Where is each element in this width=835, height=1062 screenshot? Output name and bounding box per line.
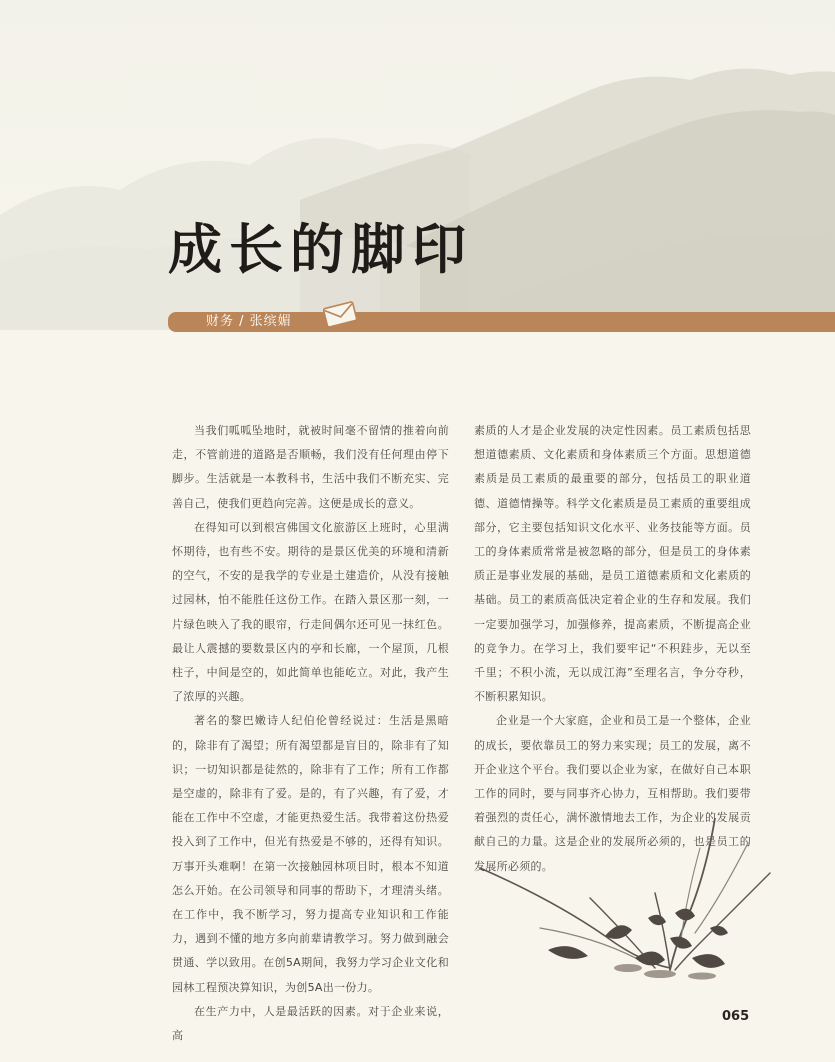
paragraph-continued: 素质的人才是企业发展的决定性因素。员工素质包括思想道德素质、文化素质和身体素质三个方面。思想道德素质是员工素质的最重要的部分，包括员工的职业道德、道德情操等。科学文化素质是员工素质的重要组成部分，它主要包括知识文化水平、业务技能等方面。员工的身体素质常常是被忽略的部分，但是员工的身体素质正是事业发展的基础，是员工道德素质和文化素质的基础。员工的素质高低决定着企业的生存和发展。我们一定要加强学习，加强修养，提高素质，不断提高企业的竞争力。在学习上，我们要牢记“不积跬步，无以至千里；不积小流，无以成江海”至理名言，争分夺秒，不断积累知识。 xyxy=(474,424,751,704)
envelope-icon xyxy=(321,298,359,330)
article-title: 成长的脚印 xyxy=(168,217,473,281)
paragraph: 著名的黎巴嫩诗人纪伯伦曾经说过：生活是黑暗的，除非有了渴望；所有渴望都是盲目的，除非有了知识；一切知识都是徒然的，除非有了工作；所有工作都是空虚的，除非有了爱。是的，有了兴趣，有了爱，才能在工作中不空虚，才能更热爱生活。我带着这份热爱投入到了工作中，但光有热爱是不够的，还得有知识。万事开头难啊！在第一次接触园林项目时，根本不知道怎么开始。在公司领导和同事的帮助下，才理清头绪。在工作中，我不断学习，努力提高专业知识和工作能力，遇到不懂的地方多向前辈请教学习。努力做到融会贯通、学以致用。在创5A期间，我努力学习企业文化和园林工程预决算知识，为创5A出一份力。 xyxy=(172,714,449,994)
paragraph: 当我们呱呱坠地时，就被时间毫不留情的推着向前走，不管前进的道路是否顺畅，我们没有任何理由停下脚步。生活就是一本教科书，生活中我们不断充实、完善自己，使我们更趋向完善。这便是成长的意义。 xyxy=(172,424,449,510)
paragraph: 在得知可以到根宫佛国文化旅游区上班时，心里满怀期待，也有些不安。期待的是景区优美的环境和清新的空气，不安的是我学的专业是土建造价，从没有接触过园林，怕不能胜任这份工作。在踏入景区那一刻，一片绿色映入了我的眼帘，行走间偶尔还可见一抹红色。最让人震撼的要数景区内的亭和长廊，一个屋顶，几根柱子，中间是空的，如此简单也能屹立。对此，我产生了浓厚的兴趣。 xyxy=(172,520,449,704)
orchid-ink-illustration xyxy=(470,818,780,988)
page-number: 065 xyxy=(722,1009,750,1024)
paragraph: 在生产力中，人是最活跃的因素。对于企业来说，高 xyxy=(172,1004,449,1043)
article-column-left xyxy=(172,419,449,1048)
byline: 财务 / 张缤媚 xyxy=(206,314,292,329)
article-column-right xyxy=(474,419,751,879)
paragraph: 企业是一个大家庭，企业和员工是一个整体，企业的成长，要依靠员工的努力来实现；员工的发展，离不开企业这个平台。我们要以企业为家，在做好自己本职工作的同时，要与同事齐心协力，互相帮助。我们要带着强烈的责任心，满怀激情地去工作，为企业的发展贡献自己的力量。这是企业的发展所必须的，也是员工的发展所必须的。 xyxy=(474,714,751,873)
